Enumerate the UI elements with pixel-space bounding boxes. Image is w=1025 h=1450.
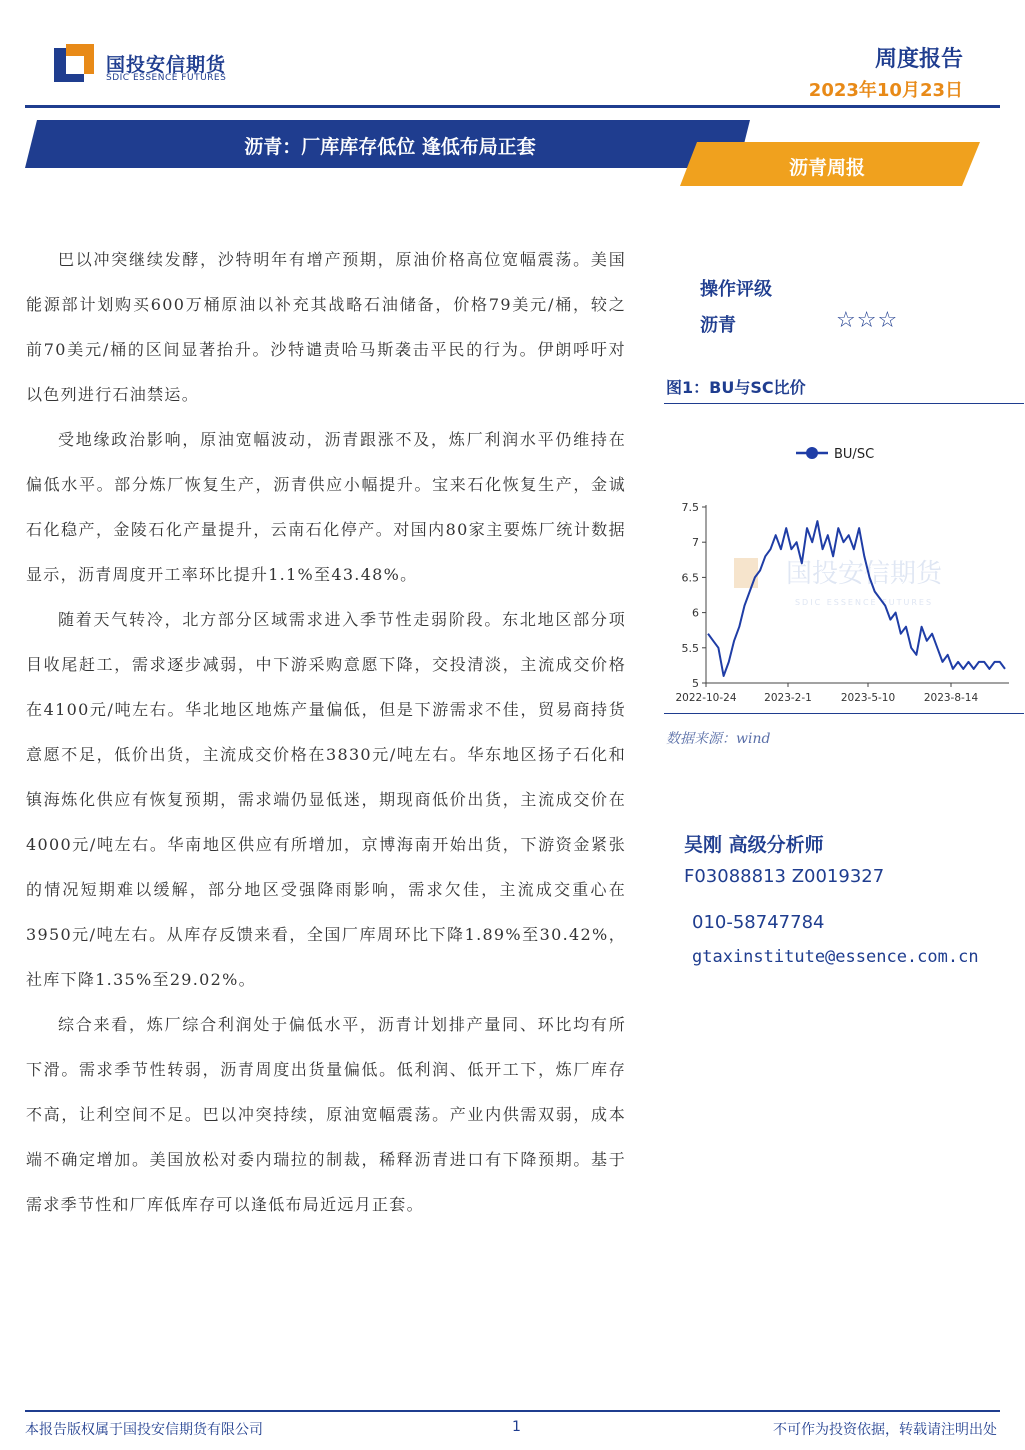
report-title: 沥青：厂库库存低位 逢低布局正套	[244, 136, 536, 158]
report-type: 周度报告	[874, 47, 963, 72]
chart-legend-label: BU/SC	[834, 447, 875, 462]
logo-chinese-name: 国投安信期货	[106, 54, 227, 76]
analyst-email[interactable]: gtaxinstitute@essence.com.cn	[692, 947, 979, 967]
paragraph-conclusion: 综合来看，炼厂综合利润处于偏低水平，沥青计划排产量同、环比均有所下滑。需求季节性转弱，沥青周度出货量偏低。低利润、低开工下，炼厂库存不高，让利空间不足。巴以冲突持续，原油宽幅震荡。产业内供需双弱，成本端不确定增加。美国放松对委内瑞拉的制裁，稀释沥青进口有下降预期。基于需求季节性和厂库低库存可以逢低布局近远月正套。	[26, 1015, 626, 1214]
rating-item-name: 沥青	[700, 315, 736, 336]
paragraph-demand: 随着天气转冷，北方部分区域需求进入季节性走弱阶段。东北地区部分项目收尾赶工，需求逐步减弱，中下游采购意愿下降，交投清淡，主流成交价格在4100元/吨左右。华北地区地炼产量偏低，但是下游需求不佳，贸易商持货意愿不足，低价出货，主流成交价格在3830元/吨左右。华东地区扬子石化和镇海炼化供应有恢复预期，需求端仍显低迷，期现商低价出货，主流成交价在4000元/吨左右。华南地区供应有所增加，京博海南开始出货，下游资金紧张的情况短期难以缓解，部分地区受强降雨影响，需求欠佳，主流成交重心在3950元/吨左右。从库存反馈来看，全国厂库周环比下降1.89%至30.42%，社库下降1.35%至29.02%。	[26, 610, 626, 989]
footer-disclaimer: 不可作为投资依据，转载请注明出处	[773, 1422, 997, 1438]
data-source: 数据来源：wind	[666, 731, 771, 747]
company-logo-icon	[52, 42, 96, 86]
chart-x-tick-label: 2023-8-14	[923, 692, 979, 704]
figure-title: 图1：BU与SC比价	[666, 378, 806, 397]
chart-watermark: 国投安信期货	[785, 559, 943, 589]
report-date: 2023年10月23日	[808, 80, 963, 101]
footer-copyright: 本报告版权属于国投安信期货有限公司	[25, 1422, 263, 1438]
chart-y-tick-label: 6	[692, 606, 699, 620]
chart-y-tick-label: 5	[692, 677, 699, 690]
analyst-phone: 010-58747784	[692, 912, 825, 933]
bu-sc-ratio-chart	[664, 410, 1024, 710]
figure-top-rule	[664, 403, 1024, 404]
chart-x-tick-label: 2023-2-1	[764, 692, 812, 704]
paragraph-crude-oil: 巴以冲突继续发酵，沙特明年有增产预期，原油价格高位宽幅震荡。美国能源部计划购买600万桶原油以补充其战略石油储备，价格79美元/桶，较之前70美元/桶的区间显著抬升。沙特谴责哈马斯袭击平民的行为。伊朗呼吁对以色列进行石油禁运。	[26, 250, 626, 404]
chart-y-tick-label: 6.5	[681, 571, 699, 585]
chart-y-tick-label: 7	[692, 536, 699, 550]
report-category-tag: 沥青周报	[788, 157, 865, 179]
chart-y-tick-label: 7.5	[681, 501, 699, 514]
footer-divider	[25, 1410, 1000, 1412]
page-number: 1	[512, 1419, 521, 1435]
report-body	[26, 237, 626, 1227]
chart-legend-marker	[806, 447, 818, 459]
chart-watermark-en: SDIC ESSENCE FUTURES	[794, 598, 934, 607]
rating-stars-icon: ☆☆☆	[836, 308, 899, 333]
paragraph-supply: 受地缘政治影响，原油宽幅波动，沥青跟涨不及，炼厂利润水平仍维持在偏低水平。部分炼厂恢复生产，沥青供应小幅提升。宝来石化恢复生产，金诚石化稳产，金陵石化产量提升，云南石化停产。对国内80家主要炼厂统计数据显示，沥青周度开工率环比提升1.1%至43.48%。	[26, 430, 626, 584]
chart-x-tick-label: 2022-10-24	[675, 692, 737, 704]
chart-y-tick-label: 5.5	[681, 641, 699, 655]
analyst-name: 吴刚 高级分析师	[684, 834, 824, 856]
chart-watermark-logo	[734, 558, 758, 588]
rating-title: 操作评级	[700, 279, 772, 300]
header-divider	[25, 105, 1000, 108]
chart-x-tick-label: 2023-5-10	[840, 692, 896, 704]
logo-english-name: SDIC ESSENCE FUTURES	[106, 73, 227, 83]
analyst-certificate: F03088813 Z0019327	[684, 866, 885, 887]
figure-bottom-rule	[664, 713, 1024, 714]
